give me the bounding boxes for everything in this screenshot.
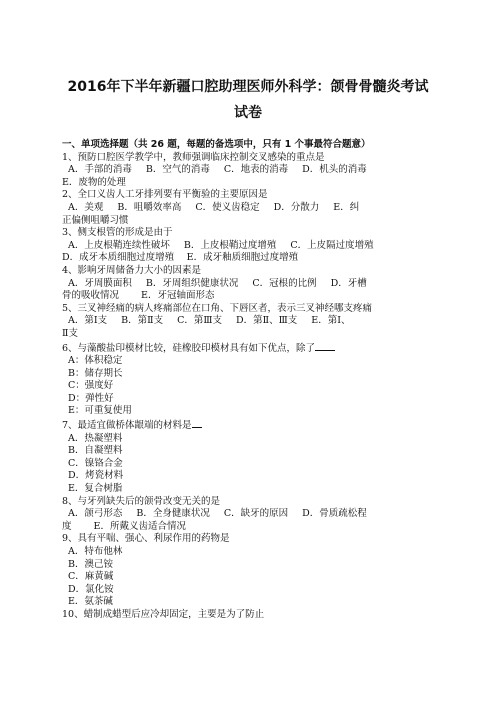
question-5 bbox=[62, 303, 448, 341]
option: A．手部的消毒 bbox=[68, 164, 132, 176]
question-3 bbox=[62, 227, 448, 265]
option-continuation: 正偏侧咀嚼习惯 bbox=[62, 214, 129, 226]
options-row bbox=[62, 315, 448, 328]
answer-blank bbox=[315, 341, 335, 351]
option: C．上皮隔过度增殖 bbox=[290, 239, 374, 251]
question-8 bbox=[62, 496, 448, 534]
question-stem bbox=[62, 341, 448, 356]
question-4 bbox=[62, 265, 448, 303]
option: D．分散力 bbox=[273, 201, 320, 213]
option: E．氨茶碱 bbox=[68, 596, 113, 608]
option: A．牙周膜面积 bbox=[68, 277, 132, 289]
option: B．牙周组织健康状况 bbox=[145, 277, 239, 289]
option: C．使义齿稳定 bbox=[195, 201, 260, 213]
option: B．空气的消毒 bbox=[145, 164, 210, 176]
option: D．骨质疏松程 bbox=[302, 508, 367, 520]
option: E．成牙釉质细胞过度增殖 bbox=[186, 252, 299, 264]
question-1 bbox=[62, 152, 448, 190]
option: D．牙槽 bbox=[330, 277, 367, 289]
question-stem: 2、全口义齿人工牙排列要有平衡验的主要原因是 bbox=[62, 189, 268, 201]
options-row bbox=[62, 278, 448, 291]
option: E．第Ⅰ、 bbox=[311, 315, 351, 327]
question-6 bbox=[62, 341, 448, 419]
option: C．麻黄碱 bbox=[68, 571, 114, 583]
answer-blank bbox=[192, 418, 202, 428]
option: C．镍铬合金 bbox=[68, 457, 123, 469]
question-stem: 1、预防口腔医学教学中，教师强调临床控制交叉感染的重点是 bbox=[62, 151, 325, 163]
option: C：强度好 bbox=[68, 380, 114, 392]
question-10: 10、蜡制成蜡型后应冷却固定，主要是为了防止 bbox=[62, 608, 265, 620]
option: E．纠 bbox=[333, 201, 360, 213]
option: A．特布他林 bbox=[68, 546, 123, 557]
option: C．第Ⅲ支 bbox=[177, 315, 223, 327]
question-2 bbox=[62, 189, 448, 227]
title-line-2: 试卷 bbox=[234, 105, 262, 121]
option: B．全身健康状况 bbox=[136, 508, 210, 520]
option: C．地表的消毒 bbox=[223, 164, 289, 176]
option-continuation: Ⅱ支 bbox=[62, 327, 78, 339]
option: A．第Ⅰ支 bbox=[68, 315, 108, 327]
options-list bbox=[62, 546, 448, 609]
option: E：可重复使用 bbox=[68, 405, 132, 417]
option: E．复合树脂 bbox=[68, 483, 123, 495]
title-line-1: 2016年下半年新疆口腔助理医师外科学：颌骨骨髓炎考试 bbox=[67, 79, 429, 95]
option: B：储存期长 bbox=[68, 367, 123, 379]
option-continuation: 度 E．所戴义齿适合情况 bbox=[62, 520, 186, 532]
option: D．机头的消毒 bbox=[302, 164, 367, 176]
option: C．缺牙的原因 bbox=[223, 508, 289, 520]
question-stem: 9、具有平喘、强心、利尿作用的药物是 bbox=[62, 533, 230, 545]
question-stem bbox=[62, 418, 448, 433]
document-title bbox=[40, 74, 456, 126]
option: A．颌弓形态 bbox=[68, 508, 123, 520]
option: A：体积稳定 bbox=[68, 355, 123, 367]
option: B．第Ⅱ支 bbox=[121, 315, 164, 327]
options-row bbox=[62, 508, 448, 521]
section-heading: 一、单项选择题（共 26 题，每题的备选项中，只有 1 个事最符合题意） bbox=[62, 139, 371, 150]
question-text: 6、与藻酸盐印模材比较，硅橡胶印模材具有如下优点，除了 bbox=[62, 342, 316, 354]
question-7 bbox=[62, 418, 448, 496]
options-row bbox=[62, 202, 448, 215]
question-stem: 4、影响牙周储备力大小的因素是 bbox=[62, 264, 202, 276]
question-list bbox=[62, 139, 448, 622]
options-row bbox=[62, 164, 448, 177]
option: D．氯化铵 bbox=[68, 583, 114, 595]
options-row bbox=[62, 240, 448, 253]
option: A．上皮根鞘连续性破坏 bbox=[68, 239, 170, 251]
option: B．咀嚼效率高 bbox=[117, 201, 182, 213]
question-stem: 5、三叉神经痛的病人疼痛部位在口角、下唇区者，表示三叉神经哪支疼痛 bbox=[62, 302, 373, 314]
option: D．第Ⅱ、Ⅲ支 bbox=[236, 315, 298, 327]
option: B．澳己铵 bbox=[68, 558, 113, 570]
option: D：弹性好 bbox=[68, 392, 114, 404]
options-list bbox=[62, 433, 448, 496]
question-9 bbox=[62, 533, 448, 609]
options-list bbox=[62, 355, 448, 418]
option: A．热凝塑料 bbox=[68, 432, 123, 444]
option: B．自凝塑料 bbox=[68, 445, 123, 457]
option: B．上皮根鞘过度增殖 bbox=[183, 239, 277, 251]
option-continuation: 骨的吸收情况 E．牙冠轴面形态 bbox=[62, 290, 215, 302]
option: A．美观 bbox=[68, 201, 104, 213]
options-row bbox=[62, 252, 448, 265]
option: D．成牙本质细胞过度增殖 bbox=[62, 252, 175, 264]
question-stem: 8、与牙列缺失后的颌骨改变无关的是 bbox=[62, 495, 221, 507]
question-text: 7、最适宜做桥体龈端的材料是 bbox=[62, 420, 192, 432]
option: C．冠根的比例 bbox=[252, 277, 317, 289]
question-stem: 3、侧支根管的形成是由于 bbox=[62, 227, 173, 239]
option: E．废物的处理 bbox=[62, 176, 126, 188]
option: D．烤瓷材料 bbox=[68, 470, 124, 482]
